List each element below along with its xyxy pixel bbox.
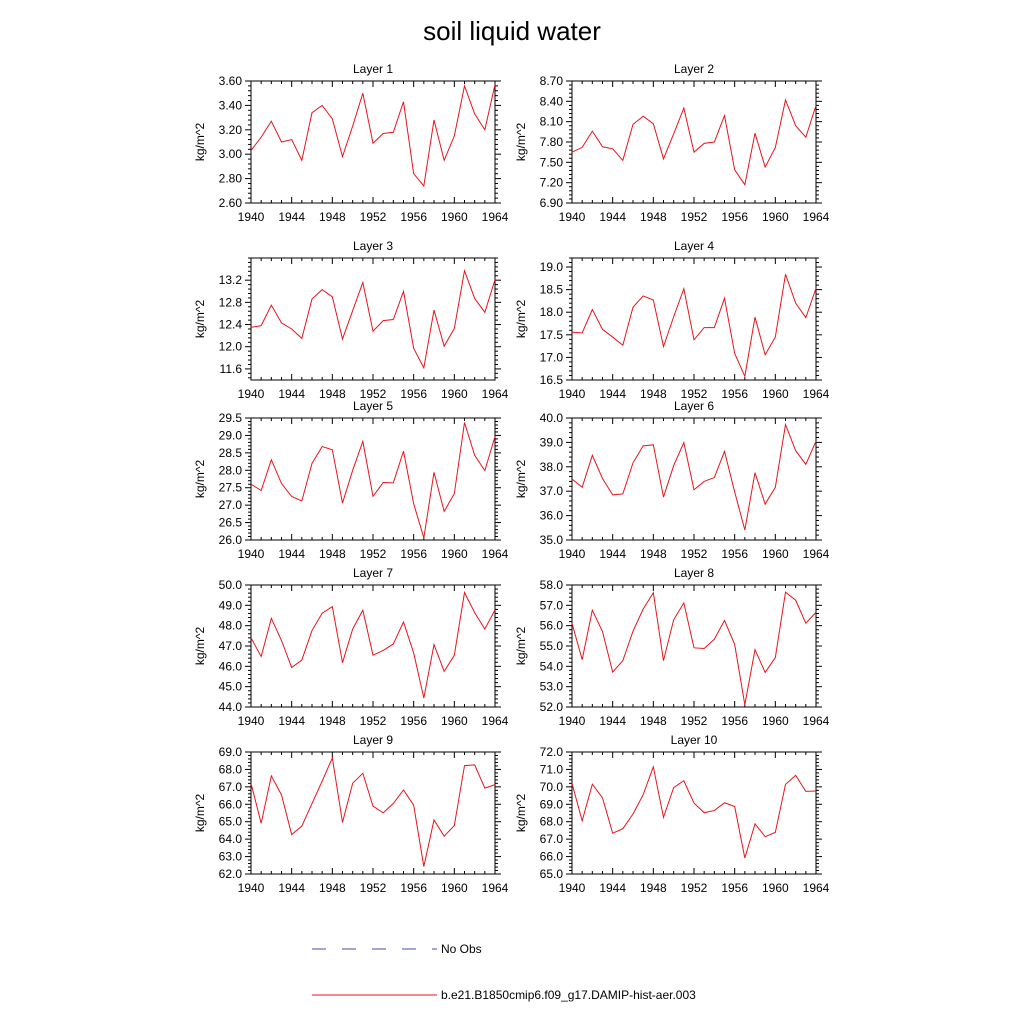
y-tick-label: 26.0 [218, 533, 242, 547]
y-tick-label: 52.0 [539, 700, 563, 714]
series-line [251, 593, 495, 699]
panel-title: Layer 2 [673, 62, 715, 76]
y-tick-label: 63.0 [218, 849, 242, 864]
panel-title: Layer 3 [352, 239, 394, 253]
series-line [251, 758, 495, 867]
x-tick-label: 1960 [761, 881, 789, 895]
series-line [572, 425, 816, 530]
y-tick-label: 66.0 [539, 849, 563, 864]
y-axis-label: kg/m^2 [514, 793, 528, 833]
x-tick-label: 1952 [680, 210, 708, 224]
panel-layer-6 [514, 399, 830, 561]
x-tick-label: 1944 [599, 547, 627, 561]
y-tick-label: 58.0 [539, 578, 563, 592]
series-line [572, 274, 816, 376]
y-tick-label: 67.0 [218, 779, 242, 794]
panel-title: Layer 1 [352, 62, 394, 76]
y-axis-label: kg/m^2 [193, 299, 207, 339]
y-axis-label: kg/m^2 [514, 299, 528, 339]
y-tick-label: 8.70 [539, 74, 563, 88]
x-tick-label: 1960 [440, 547, 468, 561]
y-tick-label: 6.90 [539, 196, 563, 210]
x-tick-label: 1952 [359, 881, 387, 895]
x-tick-label: 1956 [721, 547, 749, 561]
y-tick-label: 12.8 [218, 295, 242, 310]
y-axis-label: kg/m^2 [193, 626, 207, 666]
x-tick-label: 1948 [318, 714, 346, 728]
y-tick-label: 47.0 [218, 639, 242, 653]
x-tick-label: 1964 [481, 210, 509, 224]
series-line [572, 100, 816, 185]
y-tick-label: 17.0 [539, 350, 563, 365]
x-tick-label: 1960 [761, 387, 789, 401]
legend-obs-label: No Obs [441, 942, 482, 956]
x-tick-label: 1948 [639, 547, 667, 561]
y-tick-label: 70.0 [539, 779, 563, 794]
y-tick-label: 3.20 [218, 122, 242, 137]
x-tick-label: 1940 [558, 210, 586, 224]
series-line [251, 85, 495, 186]
plot-frame [251, 418, 495, 540]
y-tick-label: 69.0 [218, 745, 242, 759]
x-tick-label: 1944 [599, 210, 627, 224]
x-tick-label: 1940 [237, 881, 265, 895]
y-axis-label: kg/m^2 [193, 122, 207, 162]
x-tick-label: 1944 [599, 387, 627, 401]
x-tick-label: 1948 [318, 881, 346, 895]
x-tick-label: 1940 [237, 210, 265, 224]
x-tick-label: 1944 [599, 881, 627, 895]
series-line [251, 271, 495, 368]
y-tick-label: 49.0 [218, 598, 242, 613]
x-tick-label: 1944 [278, 714, 306, 728]
y-tick-label: 45.0 [218, 679, 242, 694]
series-line [572, 592, 816, 705]
x-tick-label: 1956 [400, 881, 428, 895]
y-tick-label: 35.0 [539, 533, 563, 547]
y-tick-label: 62.0 [218, 867, 242, 881]
x-tick-label: 1960 [440, 881, 468, 895]
y-tick-label: 37.0 [539, 484, 563, 499]
x-tick-label: 1964 [802, 387, 830, 401]
y-tick-label: 40.0 [539, 411, 563, 425]
x-tick-label: 1956 [400, 714, 428, 728]
x-tick-label: 1944 [599, 714, 627, 728]
y-tick-label: 28.5 [218, 445, 242, 460]
y-tick-label: 29.0 [218, 428, 242, 443]
series-line [251, 423, 495, 538]
y-tick-label: 3.00 [218, 147, 242, 162]
y-tick-label: 56.0 [539, 618, 563, 633]
x-tick-label: 1944 [278, 210, 306, 224]
y-tick-label: 28.0 [218, 463, 242, 478]
y-axis-label: kg/m^2 [514, 626, 528, 666]
y-tick-label: 29.5 [218, 411, 242, 425]
x-tick-label: 1956 [400, 547, 428, 561]
y-axis-label: kg/m^2 [193, 459, 207, 499]
y-tick-label: 36.0 [539, 508, 563, 523]
y-tick-label: 18.0 [539, 305, 563, 320]
x-tick-label: 1952 [680, 547, 708, 561]
y-tick-label: 7.80 [539, 135, 563, 149]
x-tick-label: 1956 [721, 210, 749, 224]
x-tick-label: 1964 [481, 881, 509, 895]
x-tick-label: 1940 [237, 387, 265, 401]
x-tick-label: 1964 [802, 547, 830, 561]
x-tick-label: 1940 [558, 881, 586, 895]
x-tick-label: 1948 [639, 210, 667, 224]
y-tick-label: 26.5 [218, 515, 242, 530]
x-tick-label: 1948 [318, 387, 346, 401]
x-tick-label: 1944 [278, 881, 306, 895]
plot-frame [572, 258, 816, 380]
y-tick-label: 38.0 [539, 459, 563, 474]
x-tick-label: 1948 [639, 714, 667, 728]
y-tick-label: 7.50 [539, 155, 563, 170]
legend-model-label: b.e21.B1850cmip6.f09_g17.DAMIP-hist-aer.003 [441, 988, 696, 1002]
y-tick-label: 3.40 [218, 98, 242, 113]
x-tick-label: 1964 [481, 387, 509, 401]
figure-title: soil liquid water [423, 16, 601, 46]
x-tick-label: 1952 [680, 714, 708, 728]
y-tick-label: 12.0 [218, 339, 242, 354]
x-tick-label: 1940 [237, 547, 265, 561]
x-tick-label: 1952 [359, 387, 387, 401]
y-tick-label: 68.0 [218, 762, 242, 777]
y-axis-label: kg/m^2 [193, 793, 207, 833]
y-tick-label: 66.0 [218, 797, 242, 812]
plot-frame [251, 585, 495, 707]
panel-layer-7 [193, 566, 509, 728]
panel-title: Layer 7 [352, 566, 394, 580]
x-tick-label: 1960 [761, 714, 789, 728]
y-tick-label: 11.6 [219, 361, 242, 376]
y-tick-label: 17.5 [539, 327, 563, 342]
y-tick-label: 57.0 [539, 598, 563, 613]
plot-frame [251, 258, 495, 380]
x-tick-label: 1956 [400, 387, 428, 401]
x-tick-label: 1948 [318, 210, 346, 224]
x-tick-label: 1960 [761, 547, 789, 561]
y-tick-label: 68.0 [539, 814, 563, 829]
y-tick-label: 55.0 [539, 639, 563, 653]
y-tick-label: 65.0 [539, 867, 563, 881]
plot-frame [572, 81, 816, 203]
y-tick-label: 72.0 [539, 745, 563, 759]
plot-frame [251, 752, 495, 874]
panel-layer-4 [514, 239, 830, 401]
x-tick-label: 1964 [802, 881, 830, 895]
y-tick-label: 8.10 [539, 114, 563, 129]
x-tick-label: 1956 [400, 210, 428, 224]
x-tick-label: 1960 [440, 210, 468, 224]
y-tick-label: 19.0 [539, 260, 563, 275]
x-tick-label: 1952 [359, 210, 387, 224]
y-tick-label: 48.0 [218, 618, 242, 633]
y-tick-label: 64.0 [218, 832, 242, 847]
y-tick-label: 39.0 [539, 435, 563, 450]
panel-title: Layer 4 [673, 239, 715, 253]
x-tick-label: 1964 [802, 210, 830, 224]
x-tick-label: 1964 [802, 714, 830, 728]
x-tick-label: 1956 [721, 881, 749, 895]
x-tick-label: 1952 [680, 387, 708, 401]
panel-grid [193, 62, 830, 895]
x-tick-label: 1940 [558, 714, 586, 728]
panel-layer-8 [514, 566, 830, 728]
y-tick-label: 27.0 [218, 498, 242, 513]
y-tick-label: 3.60 [218, 74, 242, 88]
x-tick-label: 1960 [440, 714, 468, 728]
y-tick-label: 12.4 [218, 317, 242, 332]
y-tick-label: 18.5 [539, 282, 563, 297]
panel-title: Layer 5 [352, 399, 394, 413]
y-tick-label: 67.0 [539, 832, 563, 847]
y-tick-label: 69.0 [539, 797, 563, 812]
x-tick-label: 1952 [680, 881, 708, 895]
x-tick-label: 1960 [440, 387, 468, 401]
y-axis-label: kg/m^2 [514, 459, 528, 499]
y-tick-label: 7.20 [539, 175, 563, 190]
panel-title: Layer 8 [673, 566, 715, 580]
x-tick-label: 1940 [558, 387, 586, 401]
y-tick-label: 44.0 [218, 700, 242, 714]
x-tick-label: 1948 [639, 881, 667, 895]
panel-title: Layer 10 [670, 733, 718, 747]
y-tick-label: 8.40 [539, 94, 563, 109]
x-tick-label: 1956 [721, 714, 749, 728]
x-tick-label: 1948 [318, 547, 346, 561]
x-tick-label: 1940 [237, 714, 265, 728]
y-tick-label: 53.0 [539, 679, 563, 694]
panel-layer-2 [514, 62, 830, 224]
y-tick-label: 46.0 [218, 659, 242, 674]
x-tick-label: 1964 [481, 714, 509, 728]
panel-layer-10 [514, 733, 830, 895]
panel-layer-5 [193, 399, 509, 561]
panel-layer-1 [193, 62, 509, 224]
panel-layer-9 [193, 733, 509, 895]
y-tick-label: 2.80 [218, 171, 242, 186]
panel-title: Layer 9 [352, 733, 394, 747]
panel-layer-3 [193, 239, 509, 401]
x-tick-label: 1956 [721, 387, 749, 401]
x-tick-label: 1952 [359, 547, 387, 561]
y-axis-label: kg/m^2 [514, 122, 528, 162]
series-line [572, 767, 816, 858]
y-tick-label: 71.0 [539, 762, 563, 777]
x-tick-label: 1944 [278, 387, 306, 401]
x-tick-label: 1944 [278, 547, 306, 561]
panel-title: Layer 6 [673, 399, 715, 413]
y-tick-label: 27.5 [218, 480, 242, 495]
y-tick-label: 54.0 [539, 659, 563, 674]
y-tick-label: 50.0 [218, 578, 242, 592]
x-tick-label: 1960 [761, 210, 789, 224]
x-tick-label: 1940 [558, 547, 586, 561]
legend [312, 942, 696, 1002]
plot-frame [572, 418, 816, 540]
y-tick-label: 13.2 [218, 273, 242, 288]
y-tick-label: 2.60 [218, 196, 242, 210]
x-tick-label: 1964 [481, 547, 509, 561]
y-tick-label: 65.0 [218, 814, 242, 829]
x-tick-label: 1952 [359, 714, 387, 728]
y-tick-label: 16.5 [539, 373, 563, 387]
x-tick-label: 1948 [639, 387, 667, 401]
